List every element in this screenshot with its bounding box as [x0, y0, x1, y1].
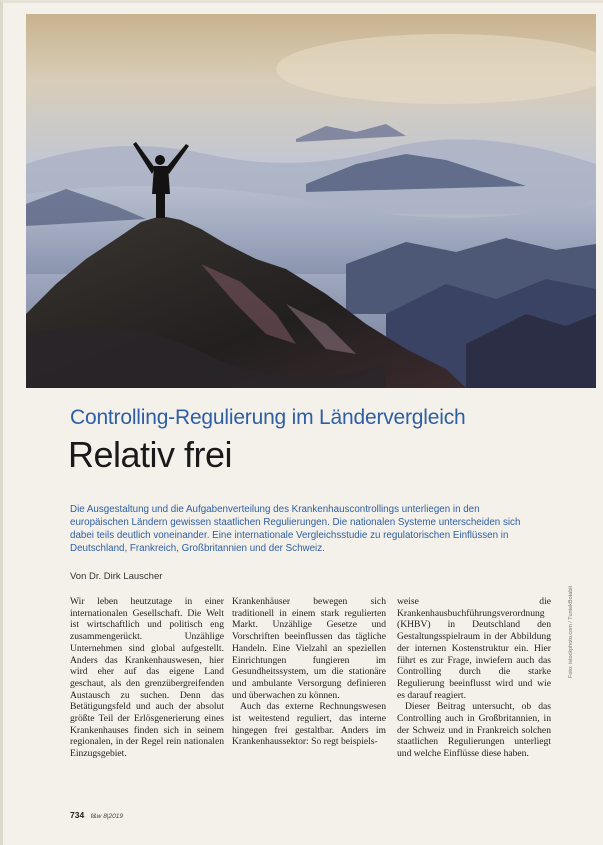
article-subtitle: Controlling-Regulierung im Ländervergleich: [70, 406, 466, 429]
paragraph: Krankenhäuser bewegen sich traditionell in einem stark regulierten Markt. Unzählige Gesetze und Vorschriften beeinflussen das tägliche Handeln. Eine Vielzahl an speziellen Einrichtungen fungieren im Gesundheitssystem, um die stationäre und ambulante Versorgung definieren und überwachen zu können.: [232, 596, 386, 701]
page-footer: [70, 810, 123, 820]
paragraph: Auch das externe Rechnungswesen ist weitestend reguliert, das interne hingegen frei gestaltbar. Anders im Krankenhaussektor: So regt beispiels-: [232, 701, 386, 748]
paragraph: Wir leben heutzutage in einer internationalen Gesellschaft. Die Welt ist wirtschaftlich und politisch eng zusammengerückt. Unzählige Unternehmen sind global aufgestellt. Anders das Krankenhauswesen, hier wird eher auf das eigene Land geschaut, als den grenzübergreifenden Austausch zu suchen. Denn das Betätigungsfeld und auch der absolut größte Teil der Erlösgenerierung eines Krankenhauses finden sich in seinem regionalen, in der Regel rein nationalen Einzugsgebiet.: [70, 596, 224, 760]
hero-image: [26, 14, 596, 388]
paragraph: weise die Krankenhausbuchführungsverordnung (KHBV) in Deutschland den Gestaltungsspielraum in der Abbildung der internen Kostenstruktur ein. Hier führt es zur Frage, inwiefern auch das Controlling durch die starke Regulierung beeinflusst wird und wie es darauf reagiert.: [397, 596, 551, 701]
article-title: Relativ frei: [68, 434, 233, 475]
magazine-name: f&w 8|2019: [90, 813, 123, 820]
photo-credit: Foto: istockphoto.com / TuntekBotabit: [568, 585, 574, 678]
page-number: 734: [70, 810, 85, 820]
body-column-3: [397, 596, 551, 760]
paragraph: Dieser Beitrag untersucht, ob das Controlling auch in Großbritannien, in der Schweiz und in Frankreich solchen staatlichen Regulierungen unterliegt und welche Einflüsse diese haben.: [397, 701, 551, 760]
mountain-summit-photo: [26, 14, 596, 388]
body-column-2: [232, 596, 386, 748]
article-lead: Die Ausgestaltung und die Aufgabenverteilung des Krankenhauscontrollings unterliegen in den europäischen Ländern gewissen staatlichen Regulierungen. Die nationalen Systeme unterscheiden sich dabei teils deutlich voneinander. Eine internationale Vergleichsstudie zu regulatorischen Einflüssen in Deutschland, Frankreich, Großbritannien und der Schweiz.: [70, 504, 521, 554]
body-column-1: [70, 596, 224, 760]
author-byline: Von Dr. Dirk Lauscher: [70, 571, 163, 582]
